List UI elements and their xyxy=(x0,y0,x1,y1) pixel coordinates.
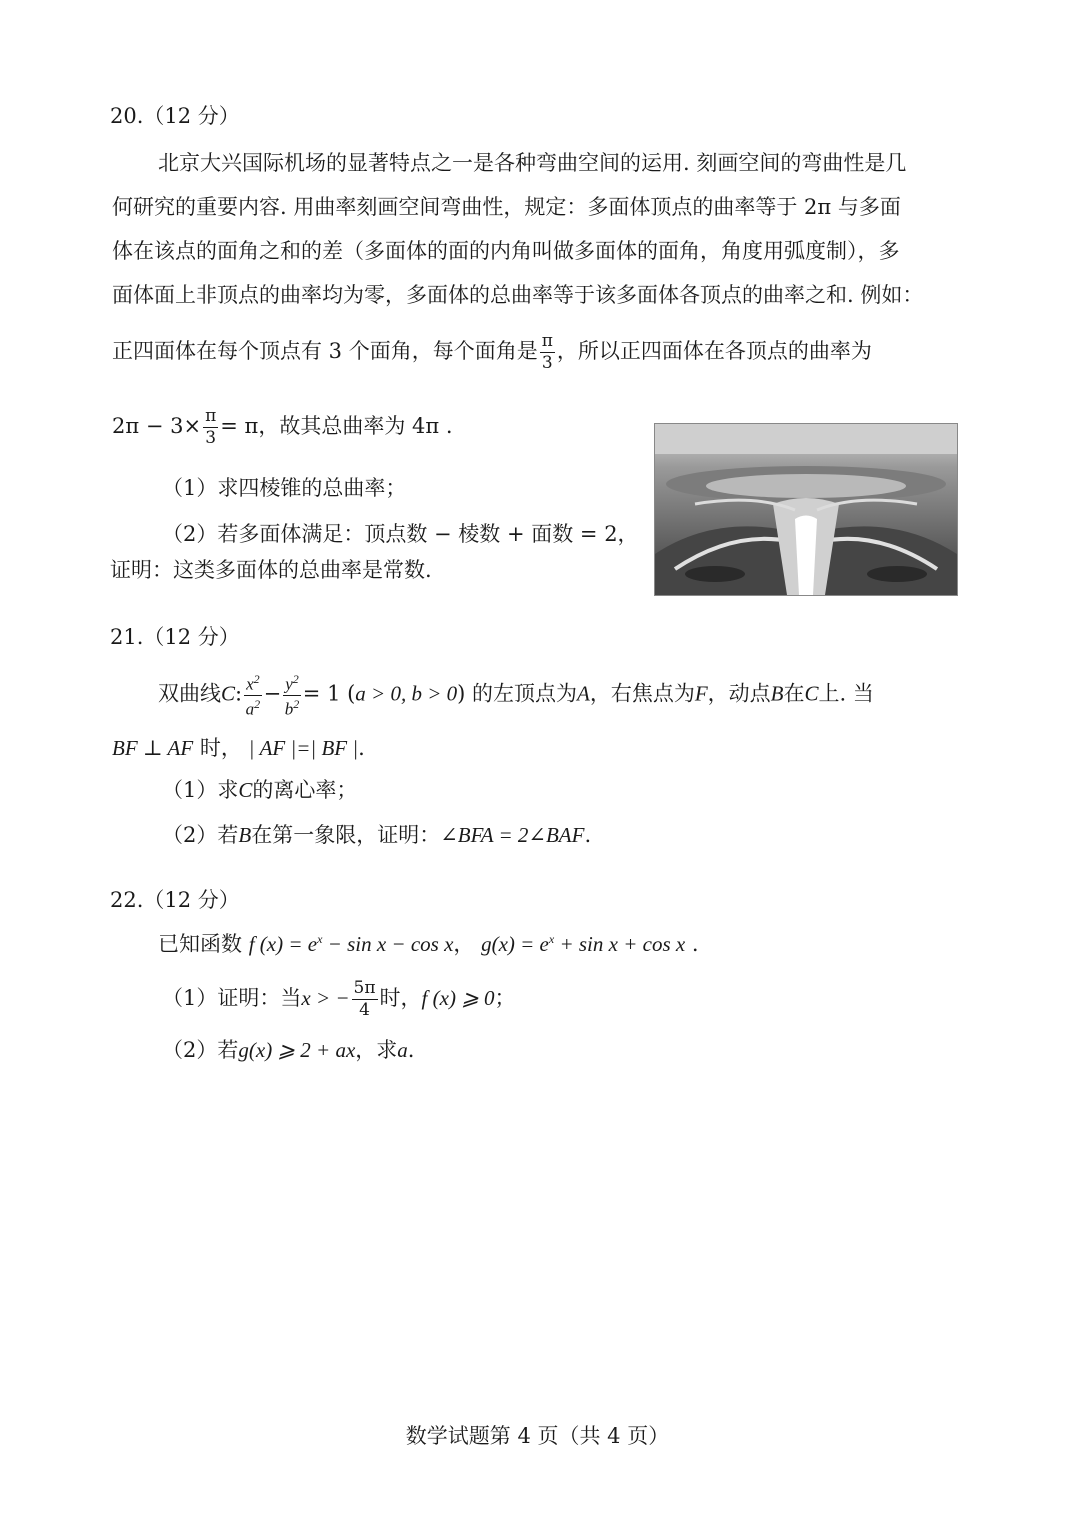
fraction-pi-over-3-example: $\frac{\pi}{3}$ xyxy=(205,406,217,448)
q22-problem-line-1: 已知函数 f $(x) = e^x - \sin x - \cos x$， $g(x) = e^x + \sin x + \cos x$ . xyxy=(158,932,699,956)
q21-subquestion-2: （2）若B在第一象限，证明：∠BFA = 2∠BAF. xyxy=(162,823,592,847)
q22-header: 22.（12 分） xyxy=(110,888,240,912)
airport-photo xyxy=(654,423,958,596)
q22-subquestion-2: （2）若g(x) ⩾ 2 + ax，求a. xyxy=(162,1038,415,1062)
page-footer: 数学试题第 4 页（共 4 页） xyxy=(405,1424,670,1448)
fraction-x2-over-a2: $\frac{x^2}{a^2}$ xyxy=(245,672,261,719)
q22-subquestion-1: （1）证明：当x > − $\frac{5\pi}{4}$ 时，f (x) ⩾ 0； xyxy=(162,978,516,1020)
fraction-pi-over-3: $\frac{\pi}{3}$ xyxy=(541,331,553,373)
q21-problem-line-2: BF ⊥ AF 时， | AF |=| BF |. xyxy=(112,736,365,760)
q20-subquestion-2: （2）若多面体满足：顶点数 − 棱数 + 面数 = 2， xyxy=(162,522,639,546)
q20-paragraph-line-2: 何研究的重要内容. 用曲率刻画空间弯曲性，规定：多面体顶点的曲率等于 2π 与多面 xyxy=(112,195,901,219)
fraction-y2-over-b2: $\frac{y^2}{b^2}$ xyxy=(284,672,300,719)
q21-header: 21.（12 分） xyxy=(110,625,240,649)
q20-paragraph-line-1: 北京大兴国际机场的显著特点之一是各种弯曲空间的运用. 刻画空间的弯曲性是几 xyxy=(158,151,907,175)
q20-line5-post: ，所以正四面体在各顶点的曲率为 xyxy=(556,339,872,363)
q20-paragraph-line-4: 面体面上非顶点的曲率均为零，多面体的总曲率等于该多面体各顶点的曲率之和. 例如： xyxy=(112,283,924,307)
q20-subquestion-2-cont: 证明：这类多面体的总曲率是常数. xyxy=(110,558,432,582)
fraction-5pi-over-4: $\frac{5\pi}{4}$ xyxy=(353,978,376,1020)
q20-line5-pre: 正四面体在每个顶点有 3 个面角，每个面角是 xyxy=(112,339,538,363)
q20-header: 20.（12 分） xyxy=(110,104,240,128)
q20-curvature-example: 2π − 3× $\frac{\pi}{3}$ = π，故其总曲率为 4π . xyxy=(112,406,453,448)
q20-paragraph-line-3: 体在该点的面角之和的差（多面体的面的内角叫做多面体的面角，角度用弧度制），多 xyxy=(112,239,900,263)
q21-subquestion-1: （1）求C的离心率； xyxy=(162,778,358,802)
q20-subquestion-1: （1）求四棱锥的总曲率； xyxy=(162,476,407,500)
q21-problem-line-1: 双曲线C: $\frac{x^2}{a^2}$ − $\frac{y^2}{b^2}$ = 1 (a > 0, b > 0) 的左顶点为A，右焦点为F，动点B在C上. 当 xyxy=(158,672,874,719)
q20-paragraph-line-5 xyxy=(112,333,872,372)
